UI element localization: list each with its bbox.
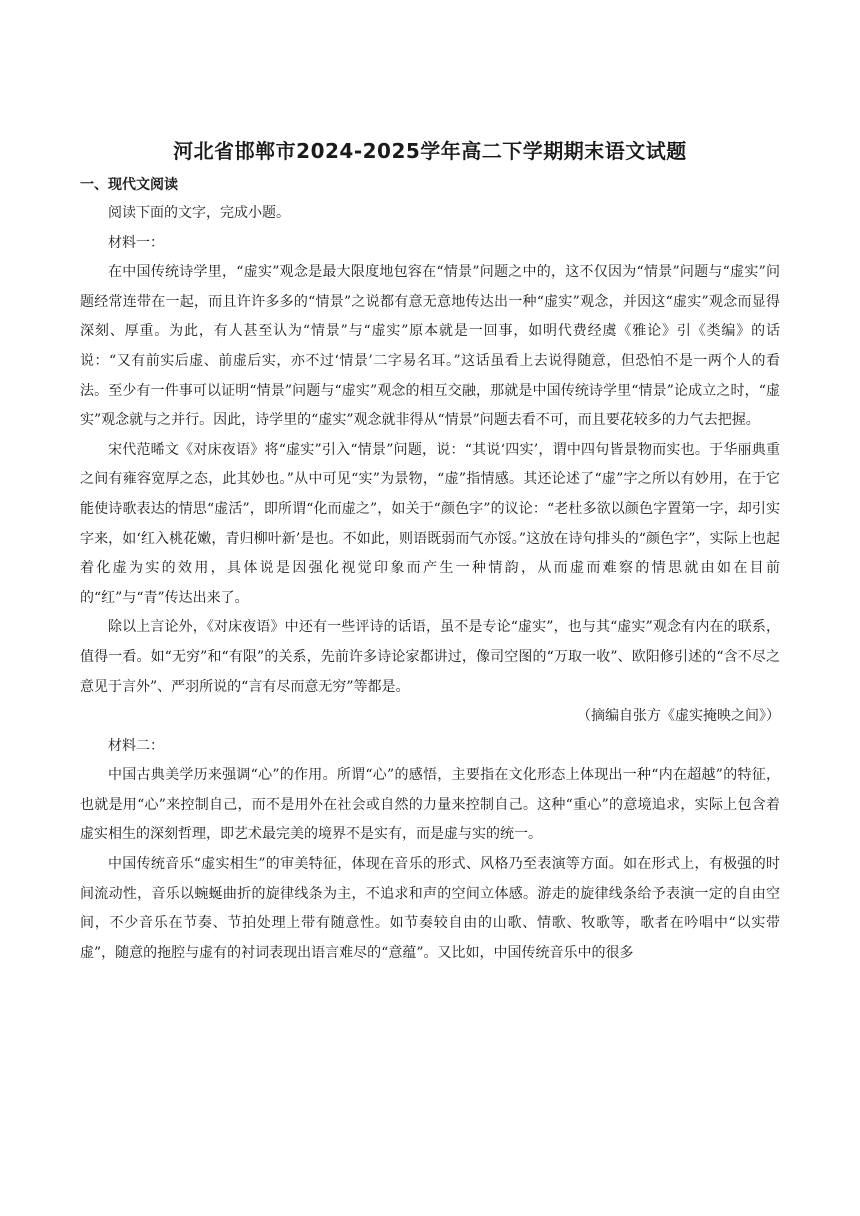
body-paragraph: 宋代范晞文《对床夜语》将“虚实”引入“情景”问题，说：“其说‘四实’，谓中四句皆景物而实也。于华丽典重之间有雍容宽厚之态，此其妙也。”从中可见“实”为景物，“虚”指情感。其还论述了“虚”字之所以有妙用，在于它能使诗歌表达的情思“虚活”，即所谓“化而虚之”，如关于“颜色字”的议论：“老杜多欲以颜色字置第一字，却引实字来，如‘红入桃花嫩，青归柳叶新’是也。不如此，则语既弱而气亦馁。”这放在诗句排头的“颜色字”，实际上也起着化虚为实的效用，具体说是因强化视觉印象而产生一种情韵，从而虚而难察的情思就由如在目前的“红”与“青”传达出来了。 bbox=[80, 441, 780, 606]
body-text bbox=[80, 199, 780, 968]
material-label: 材料一： bbox=[108, 234, 164, 251]
document-title: 河北省邯郸市2024-2025学年高二下学期期末语文试题 bbox=[173, 139, 687, 163]
source-citation: （摘编自张方《虚实掩映之间》） bbox=[577, 708, 780, 725]
material-label: 材料二： bbox=[108, 737, 164, 754]
body-paragraph: 除以上言论外，《对床夜语》中还有一些评诗的话语，虽不是专论“虚实”，也与其“虚实”观念有内在的联系，值得一看。如“无穷”和“有限”的关系，先前许多诗论家都讲过，像司空图的“万取一收”、欧阳修引述的“含不尽之意见于言外”、严羽所说的“言有尽而意无穷”等都是。 bbox=[80, 619, 780, 695]
instruction-paragraph: 阅读下面的文字，完成小题。 bbox=[108, 205, 290, 221]
body-paragraph: 在中国传统诗学里，“虚实”观念是最大限度地包容在“情景”问题之中的，这不仅因为“情景”问题与“虚实”问题经常连带在一起，而且许许多多的“情景”之说都有意无意地传达出一种“虚实”观念，并因这“虚实”观念而显得深刻、厚重。为此，有人甚至认为“情景”与“虚实”原本就是一回事，如明代费经虞《雅论》引《类编》的话说：“又有前实后虚、前虚后实，亦不过‘情景’二字易名耳。”这话虽看上去说得随意，但恐怕不是一两个人的看法。至少有一件事可以证明“情景”问题与“虚实”观念的相互交融，那就是中国传统诗学里“情景”论成立之时，“虚实”观念就与之并行。因此，诗学里的“虚实”观念就非得从“情景”问题去看不可，而且要花较多的力气去把握。 bbox=[80, 264, 780, 429]
section-heading: 一、现代文阅读 bbox=[80, 177, 178, 193]
body-paragraph: 中国古典美学历来强调“心”的作用。所谓“心”的感悟，主要指在文化形态上体现出一种“内在超越”的特征，也就是用“心”来控制自己，而不是用外在社会或自然的力量来控制自己。这种“重心”的意境追求，实际上包含着虚实相生的深刻哲理，即艺术最完美的境界不是实有，而是虚与实的统一。 bbox=[80, 767, 780, 843]
body-paragraph: 中国传统音乐“虚实相生”的审美特征，体现在音乐的形式、风格乃至表演等方面。如在形式上，有极强的时间流动性，音乐以蜿蜒曲折的旋律线条为主，不追求和声的空间立体感。游走的旋律线条给予表演一定的自由空间，不少音乐在节奏、节拍处理上带有随意性。如节奏较自由的山歌、情歌、牧歌等，歌者在吟唱中“以实带虚”，随意的拖腔与虚有的衬词表现出语言难尽的“意蕴”。又比如，中国传统音乐中的很多 bbox=[80, 856, 780, 961]
